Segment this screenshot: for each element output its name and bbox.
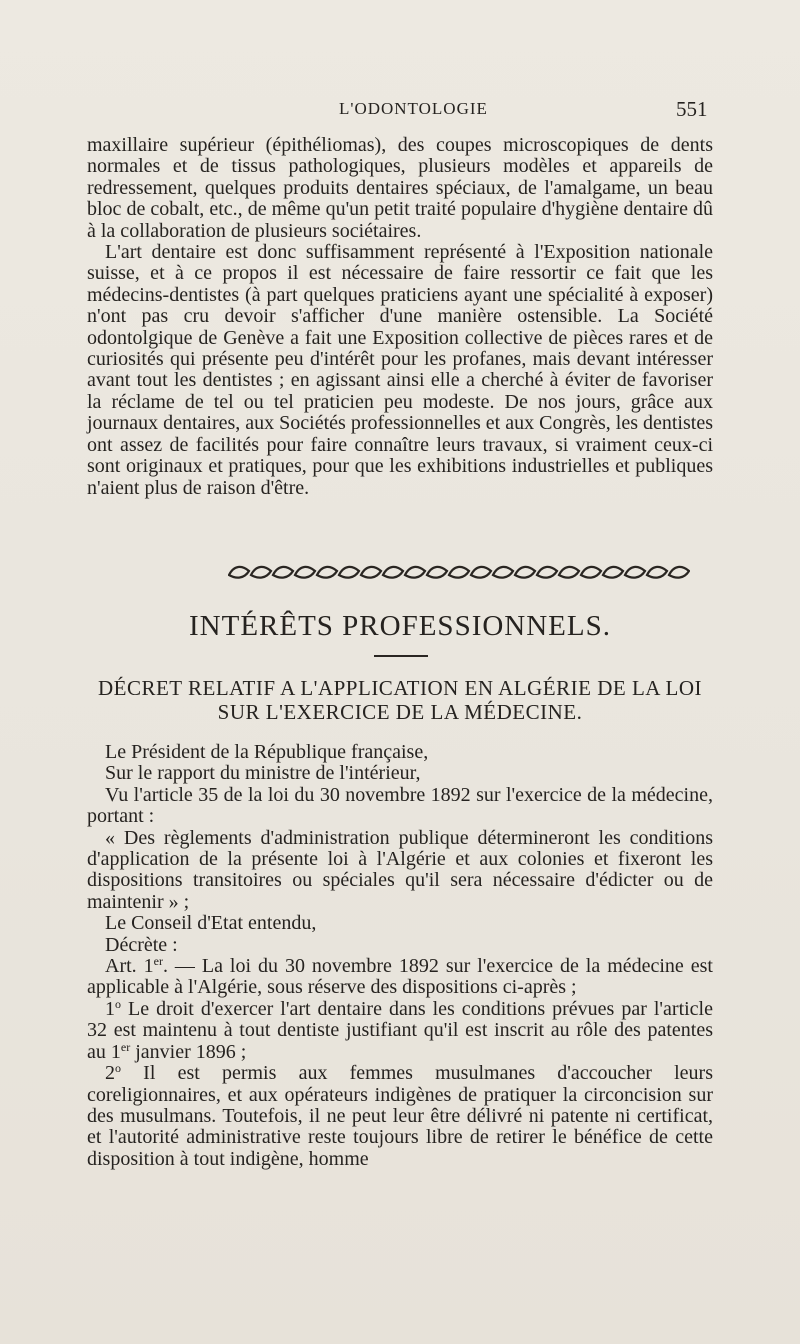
decree-rapport: Sur le rapport du ministre de l'intérieur, bbox=[105, 762, 421, 785]
paragraph-exhibits: maxillaire supérieur (épithéliomas), des coupes microscopiques de dents normales et de tissus pathologiques, plusieurs modèles et appareils de redressement, quelques produits dentaires spéciaux, de l'amalgame, un beau bloc de cobalt, etc., de même qu'un petit traité populaire d'hygiène dentaire dû à la collaboration de plusieurs sociétaires. bbox=[87, 134, 713, 242]
decree-item-2 bbox=[87, 1063, 713, 1170]
item-1-degree: o bbox=[115, 996, 121, 1011]
decree-title-line2: SUR L'EXERCICE DE LA MÉDECINE. bbox=[217, 700, 583, 724]
decree-decrete: Décrète : bbox=[105, 933, 178, 956]
decree-item-1 bbox=[87, 996, 713, 1063]
decree-president: Le Président de la République française, bbox=[105, 741, 429, 763]
ornament-link bbox=[559, 567, 579, 578]
item-1-sup: er bbox=[120, 1039, 131, 1054]
ornament-link bbox=[405, 567, 425, 578]
decree-title bbox=[87, 676, 713, 724]
decree-conseil: Le Conseil d'Etat entendu, bbox=[105, 912, 317, 935]
ornament-link bbox=[339, 567, 359, 578]
ornament-link bbox=[295, 567, 315, 578]
item-2-text: Il est permis aux femmes musulmanes d'accoucher leurs coreligionnaires, et aux opérateurs indigènes de pratiquer la circoncision sur des musulmans. Toutefois, il ne peut leur être délivré ni patente ni certificat, et l'autorité administrative reste toujours libre de retirer le bénéfice de cette disposition à tout indigène, homme bbox=[87, 1062, 713, 1170]
ornament-link bbox=[471, 567, 491, 578]
item-1-number: 1 bbox=[105, 997, 115, 1020]
ornament-link bbox=[515, 567, 535, 578]
decree-vu: Vu l'article 35 de la loi du 30 novembre 1892 sur l'exercice de la médecine, portant : bbox=[87, 783, 713, 828]
ornament-link bbox=[647, 567, 667, 578]
decree-body bbox=[87, 742, 713, 1170]
ornament-link bbox=[361, 567, 381, 578]
article-1-label: Art. 1 bbox=[105, 955, 154, 978]
ornament-link bbox=[317, 567, 337, 578]
running-header bbox=[0, 97, 800, 121]
article-1-sup: er bbox=[153, 954, 163, 969]
running-title: L'ODONTOLOGIE bbox=[339, 99, 488, 118]
decree-quote: « Des règlements d'administration publique détermineront les conditions d'application de la présente loi à l'Algérie et aux colonies et fixeront les dispositions transitoires ou spéciales qu'il sera nécessaire d'édicter ou de maintenir » ; bbox=[87, 826, 713, 913]
decree-title-line1: DÉCRET RELATIF A L'APPLICATION EN ALGÉRIE DE LA LOI bbox=[97, 676, 703, 700]
ornament-link bbox=[229, 567, 249, 578]
ornament-link bbox=[449, 567, 469, 578]
ornament-link bbox=[273, 567, 293, 578]
item-2-degree: o bbox=[115, 1061, 121, 1076]
article-1-text: . — La loi du 30 novembre 1892 sur l'exercice de la médecine est applicable à l'Algérie, sous réserve des dispositions ci-après ; bbox=[87, 955, 713, 999]
item-1-text-b: janvier 1896 ; bbox=[130, 1040, 247, 1063]
ornament-link bbox=[383, 567, 403, 578]
ornament-link bbox=[251, 567, 271, 578]
paragraph-dental-art: L'art dentaire est donc suffisamment représenté à l'Exposition nationale suisse, et à ce propos il est nécessaire de faire ressortir ce fait que les médecins-dentistes (à part quelques praticiens ayant une spécialité à exposer) n'ont pas cru devoir s'afficher d'une manière ostensible. La Société odontolgique de Genève a fait une Exposition collective de pièces rares et de curiosités qui présente peu d'intérêt pour les profanes, mais devant intéresser avant tout les dentistes ; en agissant ainsi elle a cherché à éviter de favoriser la réclame de tel ou tel praticien peu modeste. De nos jours, grâce aux journaux dentaires, aux Sociétés professionnelles et aux Congrès, les dentistes ont assez de facilités pour faire connaître leurs travaux, si vraiment ceux-ci sont originaux et pratiques, pour que les exhibitions industrielles et publiques n'aient plus de raison d'être. bbox=[87, 241, 713, 499]
item-2-number: 2 bbox=[105, 1062, 115, 1085]
ornament-link bbox=[625, 567, 645, 578]
title-divider bbox=[374, 655, 428, 657]
ornament-link bbox=[603, 567, 623, 578]
ornament-link bbox=[537, 567, 557, 578]
ornament-link bbox=[427, 567, 447, 578]
ornament-link bbox=[493, 567, 513, 578]
decree-article-1 bbox=[87, 956, 713, 999]
ornament-link bbox=[669, 567, 689, 578]
item-1-text-a: Le droit d'exercer l'art dentaire dans les conditions prévues par l'article 32 est maintenu à tout dentiste justifiant qu'il est inscrit au rôle des patentes au 1 bbox=[87, 997, 713, 1063]
section-title: INTÉRÊTS PROFESSIONNELS. bbox=[189, 610, 611, 642]
ornament-link bbox=[581, 567, 601, 578]
decorative-rule-ornament bbox=[228, 563, 690, 581]
page-number: 551 bbox=[676, 97, 708, 121]
article-continuation bbox=[87, 135, 713, 499]
